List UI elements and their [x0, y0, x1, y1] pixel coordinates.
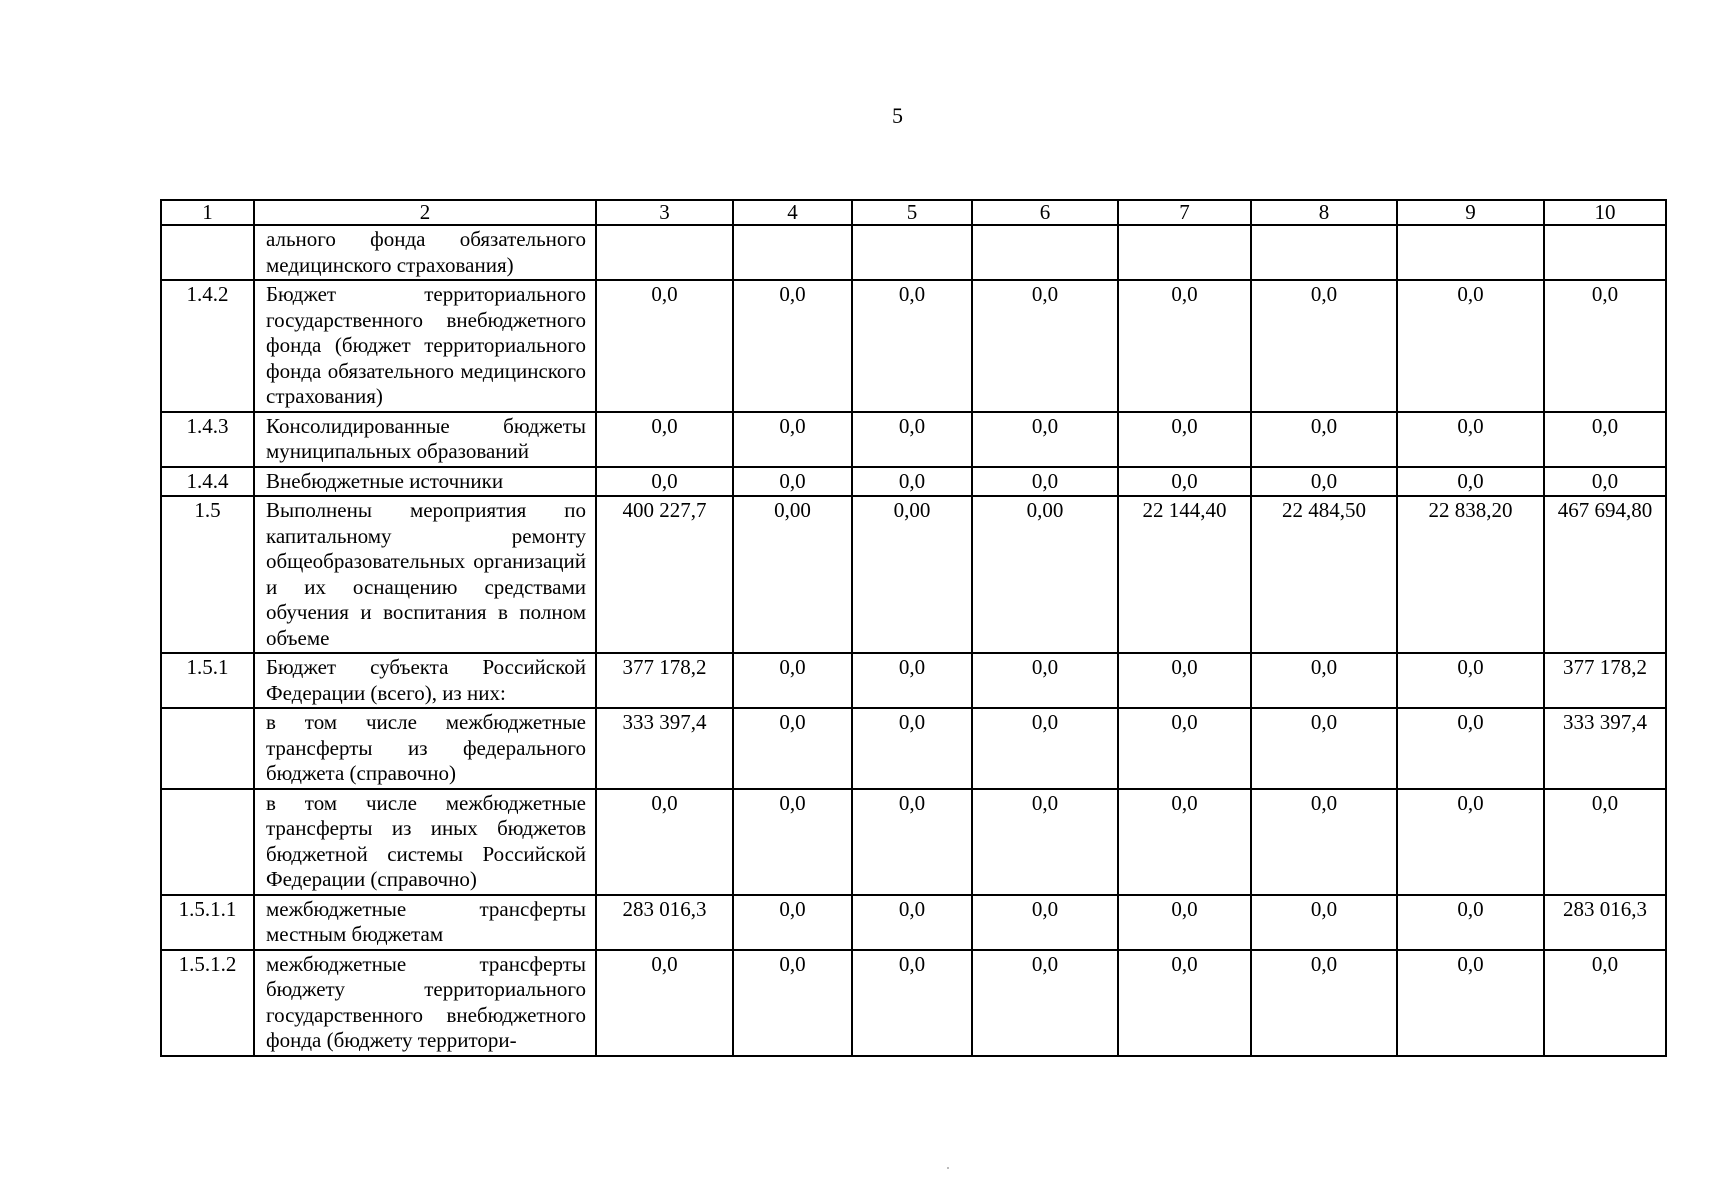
row-value: 0,0: [852, 412, 972, 467]
row-value: 0,0: [1544, 280, 1666, 412]
row-value: 0,0: [1397, 467, 1544, 497]
row-value: 0,0: [852, 950, 972, 1056]
row-value: 0,00: [733, 496, 852, 653]
table-row: [161, 467, 1666, 497]
row-code: [161, 708, 254, 789]
table-row: [161, 895, 1666, 950]
table-row: [161, 496, 1666, 653]
row-description: Бюджет субъекта Российской Федерации (всего), из них:: [254, 653, 596, 708]
row-value: 0,0: [972, 789, 1118, 895]
table-row: [161, 412, 1666, 467]
row-value: 283 016,3: [596, 895, 733, 950]
row-value: 0,0: [1251, 653, 1397, 708]
row-value: 333 397,4: [596, 708, 733, 789]
row-value: 0,0: [852, 789, 972, 895]
row-value: 0,0: [1118, 708, 1251, 789]
row-value: 0,0: [1118, 653, 1251, 708]
row-description: в том числе межбюджетные трансферты из федерального бюджета (справочно): [254, 708, 596, 789]
row-value: 0,0: [1251, 950, 1397, 1056]
row-value: 0,0: [972, 653, 1118, 708]
row-value: 0,0: [1118, 467, 1251, 497]
budget-table: [160, 199, 1667, 1057]
row-description: Внебюджетные источники: [254, 467, 596, 497]
row-value: 0,0: [1251, 895, 1397, 950]
row-value: 22 144,40: [1118, 496, 1251, 653]
row-value: 0,0: [852, 280, 972, 412]
row-value: 333 397,4: [1544, 708, 1666, 789]
row-value: 0,0: [972, 708, 1118, 789]
row-value: 377 178,2: [596, 653, 733, 708]
row-description: в том числе межбюджетные трансферты из иных бюджетов бюджетной системы Российской Федерации (справочно): [254, 789, 596, 895]
row-value: [972, 225, 1118, 280]
row-code: [161, 789, 254, 895]
row-value: 0,0: [1251, 280, 1397, 412]
row-value: 467 694,80: [1544, 496, 1666, 653]
row-value: 0,0: [596, 789, 733, 895]
row-code: 1.5: [161, 496, 254, 653]
row-value: 0,0: [1544, 412, 1666, 467]
column-header: 3: [596, 200, 733, 225]
row-value: [1544, 225, 1666, 280]
row-value: [852, 225, 972, 280]
table-row: [161, 653, 1666, 708]
row-value: 0,0: [1544, 789, 1666, 895]
row-value: 0,0: [733, 280, 852, 412]
row-value: 0,0: [1397, 895, 1544, 950]
table-row: [161, 950, 1666, 1056]
row-value: [1118, 225, 1251, 280]
row-value: 0,0: [596, 467, 733, 497]
column-header: 7: [1118, 200, 1251, 225]
row-value: 0,0: [1118, 412, 1251, 467]
row-value: 0,0: [1118, 950, 1251, 1056]
row-value: 0,0: [972, 895, 1118, 950]
table-row: [161, 225, 1666, 280]
row-value: 0,0: [972, 280, 1118, 412]
row-value: 0,0: [1397, 789, 1544, 895]
table-row: [161, 280, 1666, 412]
row-code: 1.5.1.2: [161, 950, 254, 1056]
row-value: 0,0: [1118, 895, 1251, 950]
row-value: 0,00: [852, 496, 972, 653]
column-header: 1: [161, 200, 254, 225]
row-value: 0,0: [733, 412, 852, 467]
row-value: 0,0: [733, 789, 852, 895]
row-value: 0,0: [1251, 412, 1397, 467]
row-value: 0,0: [596, 950, 733, 1056]
row-value: 22 838,20: [1397, 496, 1544, 653]
row-value: 0,0: [972, 412, 1118, 467]
row-code: 1.4.2: [161, 280, 254, 412]
row-value: 0,0: [1397, 412, 1544, 467]
row-value: 0,0: [972, 950, 1118, 1056]
row-description: межбюджетные трансферты местным бюджетам: [254, 895, 596, 950]
row-value: 400 227,7: [596, 496, 733, 653]
page-number: 5: [892, 103, 903, 128]
row-description: Консолидированные бюджеты муниципальных образований: [254, 412, 596, 467]
row-value: [596, 225, 733, 280]
row-value: 0,0: [1397, 653, 1544, 708]
row-description: Выполнены мероприятия по капитальному ремонту общеобразовательных организаций и их оснащению средствами обучения и воспитания в полном объеме: [254, 496, 596, 653]
row-description: Бюджет территориального государственного внебюджетного фонда (бюджет территориального фонда обязательного медицинского страхования): [254, 280, 596, 412]
column-header: 9: [1397, 200, 1544, 225]
row-value: 377 178,2: [1544, 653, 1666, 708]
row-value: 0,0: [733, 708, 852, 789]
row-value: 0,0: [972, 467, 1118, 497]
row-description: ального фонда обязательного медицинского страхования): [254, 225, 596, 280]
row-value: 0,0: [596, 412, 733, 467]
row-value: [1397, 225, 1544, 280]
column-header: 2: [254, 200, 596, 225]
row-value: 0,0: [1251, 708, 1397, 789]
column-header: 5: [852, 200, 972, 225]
row-code: 1.5.1.1: [161, 895, 254, 950]
column-header: 8: [1251, 200, 1397, 225]
row-value: 0,0: [852, 653, 972, 708]
column-header: 6: [972, 200, 1118, 225]
row-value: 22 484,50: [1251, 496, 1397, 653]
row-value: 283 016,3: [1544, 895, 1666, 950]
row-value: 0,0: [1544, 950, 1666, 1056]
row-value: 0,0: [1251, 467, 1397, 497]
scan-speck: [947, 1167, 949, 1169]
row-value: [733, 225, 852, 280]
row-code: 1.4.4: [161, 467, 254, 497]
row-value: 0,0: [596, 280, 733, 412]
row-value: 0,0: [1118, 280, 1251, 412]
row-value: 0,0: [1251, 789, 1397, 895]
column-header: 4: [733, 200, 852, 225]
row-value: 0,0: [733, 467, 852, 497]
row-value: 0,0: [1544, 467, 1666, 497]
row-code: 1.5.1: [161, 653, 254, 708]
row-value: 0,0: [733, 950, 852, 1056]
column-header: 10: [1544, 200, 1666, 225]
row-code: [161, 225, 254, 280]
row-value: 0,0: [733, 895, 852, 950]
row-value: 0,0: [1397, 708, 1544, 789]
table-row: [161, 708, 1666, 789]
row-value: 0,00: [972, 496, 1118, 653]
row-value: 0,0: [852, 895, 972, 950]
row-value: 0,0: [852, 708, 972, 789]
row-description: межбюджетные трансферты бюджету территориального государственного внебюджетного фонда (бюджету территори-: [254, 950, 596, 1056]
table-row: [161, 789, 1666, 895]
row-code: 1.4.3: [161, 412, 254, 467]
row-value: 0,0: [1397, 280, 1544, 412]
row-value: 0,0: [1118, 789, 1251, 895]
row-value: 0,0: [852, 467, 972, 497]
row-value: [1251, 225, 1397, 280]
row-value: 0,0: [733, 653, 852, 708]
table-header-row: [161, 200, 1666, 225]
row-value: 0,0: [1397, 950, 1544, 1056]
